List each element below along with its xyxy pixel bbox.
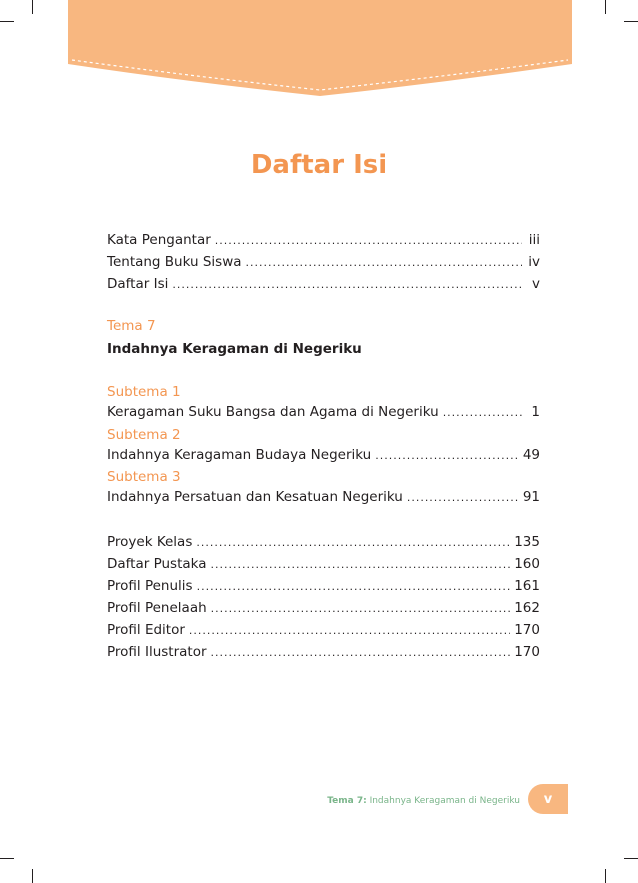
leader-dots (211, 602, 511, 615)
table-of-contents (107, 0, 540, 883)
toc-entry[interactable] (107, 447, 540, 467)
toc-entry[interactable] (107, 534, 540, 554)
subtema-label: Subtema 3 (107, 469, 181, 485)
leader-dots (211, 646, 511, 659)
toc-entry-page: 91 (522, 489, 540, 505)
crop-mark (0, 858, 14, 859)
crop-mark (605, 0, 606, 14)
footer-tema-title: Indahnya Keragaman di Negeriku (369, 796, 520, 806)
toc-entry-page: iv (528, 254, 540, 270)
subtema-label: Subtema 2 (107, 427, 181, 443)
toc-entry[interactable] (107, 578, 540, 598)
subtema-label: Subtema 1 (107, 384, 181, 400)
toc-entry[interactable] (107, 489, 540, 509)
page-number-badge (528, 784, 568, 814)
leader-dots (172, 278, 522, 291)
toc-entry-page: 170 (514, 622, 540, 638)
toc-entry-label: Daftar Isi (107, 276, 169, 292)
toc-entry[interactable] (107, 404, 540, 424)
toc-entry-label: Kata Pengantar (107, 232, 211, 248)
toc-entry-label: Daftar Pustaka (107, 556, 207, 572)
toc-entry-page: 135 (514, 534, 540, 550)
leader-dots (197, 580, 511, 593)
crop-mark (0, 21, 14, 22)
running-footer (327, 796, 520, 806)
leader-dots (246, 256, 522, 269)
crop-mark (32, 0, 33, 14)
toc-entry-page: v (532, 276, 540, 292)
toc-entry-label: Indahnya Keragaman Budaya Negeriku (107, 447, 372, 463)
toc-entry-label: Keragaman Suku Bangsa dan Agama di Negeriku (107, 404, 439, 420)
leader-dots (407, 491, 519, 504)
page-title: Daftar Isi (250, 150, 388, 180)
crop-mark (624, 21, 638, 22)
leader-dots (375, 449, 519, 462)
crop-mark (32, 869, 33, 883)
toc-entry[interactable] (107, 254, 540, 274)
toc-entry-page: iii (528, 232, 540, 248)
toc-entry[interactable] (107, 622, 540, 642)
page-number: v (543, 791, 553, 807)
toc-entry-label: Profil Editor (107, 622, 185, 638)
toc-entry-page: 49 (522, 447, 540, 463)
toc-entry-label: Proyek Kelas (107, 534, 193, 550)
toc-entry[interactable] (107, 232, 540, 252)
toc-entry[interactable] (107, 644, 540, 664)
toc-entry-page: 162 (514, 600, 540, 616)
leader-dots (189, 624, 510, 637)
toc-entry-label: Indahnya Persatuan dan Kesatuan Negeriku (107, 489, 403, 505)
tema-label: Tema 7 (107, 318, 156, 334)
toc-entry-page: 161 (514, 578, 540, 594)
tema-title[interactable]: Indahnya Keragaman di Negeriku (107, 341, 362, 357)
leader-dots (196, 536, 510, 549)
toc-entry-page: 1 (531, 404, 540, 420)
leader-dots (215, 234, 522, 247)
toc-entry[interactable] (107, 556, 540, 576)
crop-mark (624, 858, 638, 859)
crop-mark (605, 869, 606, 883)
toc-entry[interactable] (107, 600, 540, 620)
toc-entry-label: Profil Ilustrator (107, 644, 207, 660)
toc-entry-label: Profil Penulis (107, 578, 193, 594)
toc-entry-label: Profil Penelaah (107, 600, 207, 616)
toc-entry-page: 160 (514, 556, 540, 572)
toc-entry[interactable] (107, 276, 540, 296)
leader-dots (443, 406, 522, 419)
toc-entry-page: 170 (514, 644, 540, 660)
leader-dots (211, 558, 511, 571)
toc-entry-label: Tentang Buku Siswa (107, 254, 242, 270)
footer-tema-prefix: Tema 7: (327, 796, 367, 806)
